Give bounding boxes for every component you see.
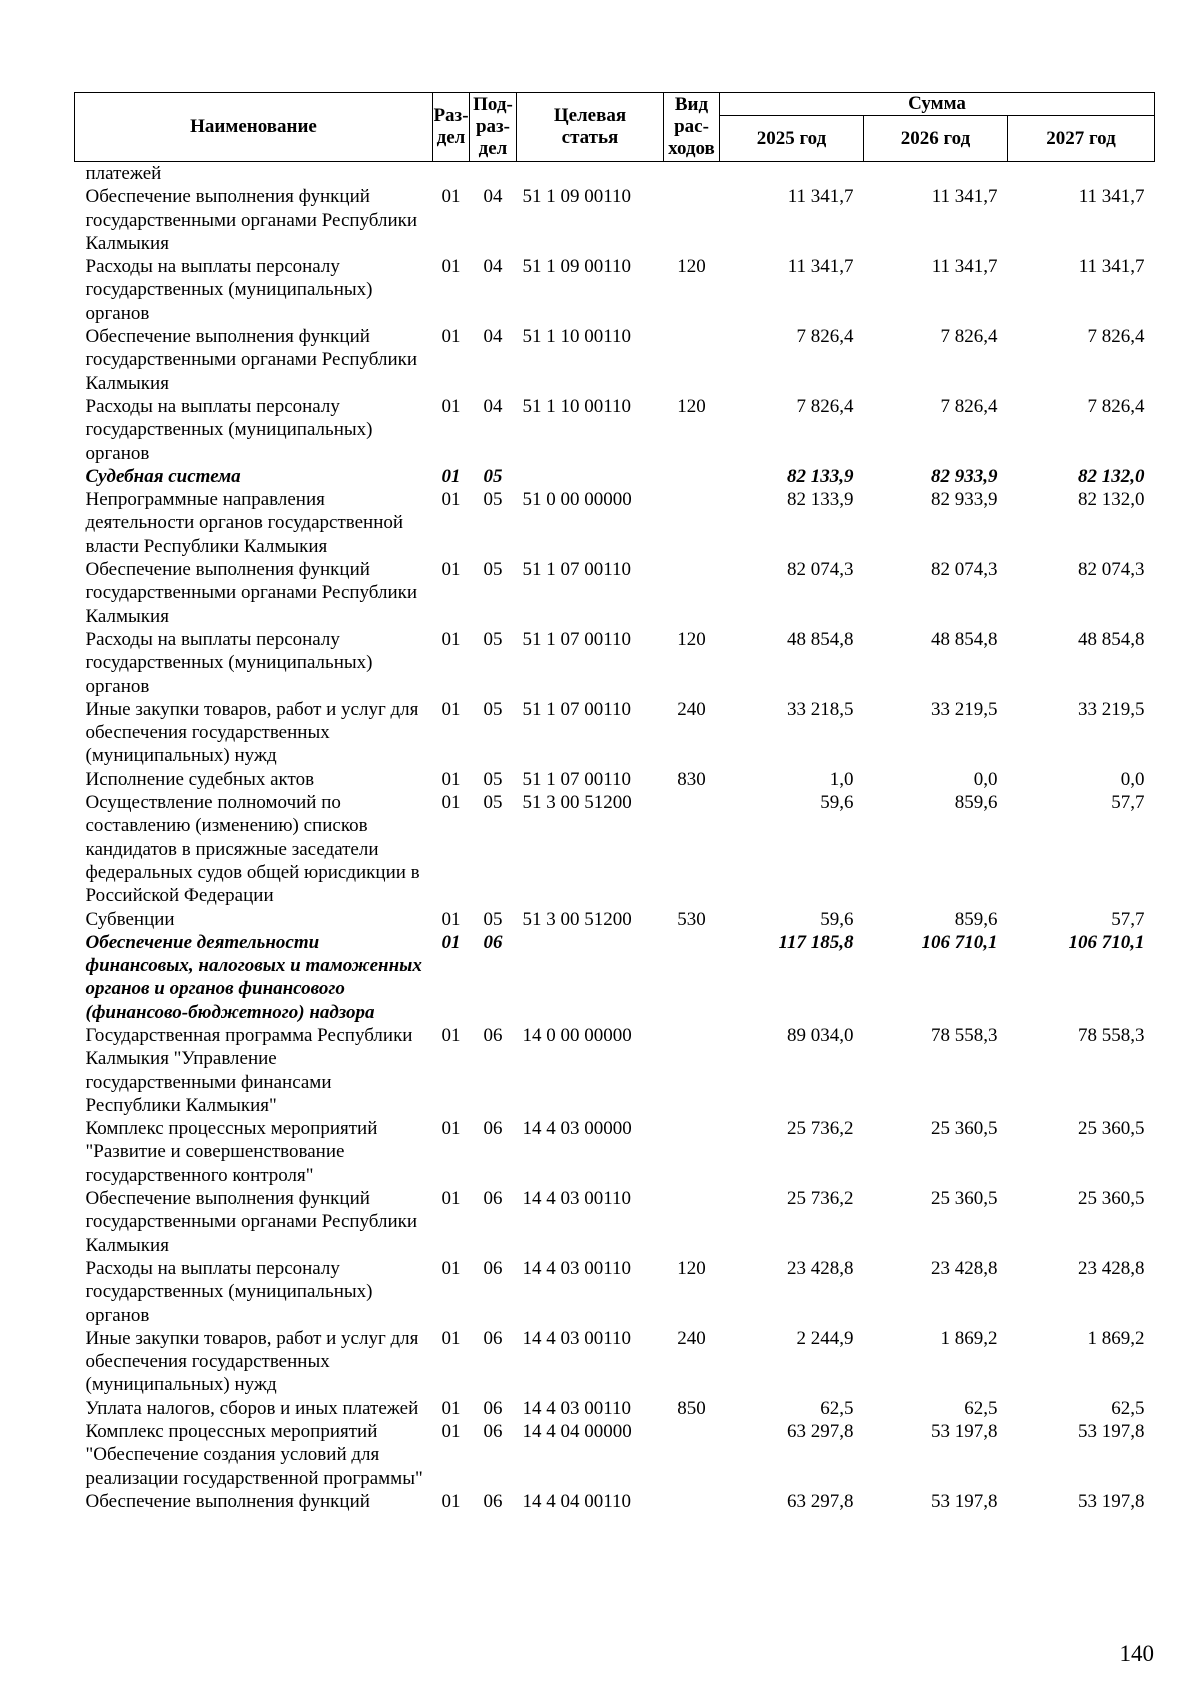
row-amount-2027: 53 197,8 <box>1078 1421 1145 1443</box>
row-podrazdel: 04 <box>483 256 503 278</box>
row-podrazdel: 06 <box>483 1118 503 1140</box>
row-amount-2026: 7 826,4 <box>940 395 998 417</box>
row-amount-2027: 62,5 <box>1111 1397 1145 1419</box>
row-amount-2025: 62,5 <box>820 1397 854 1419</box>
table-header <box>75 93 1155 162</box>
row-name: Расходы на выплаты персоналу государственных (муниципальных) органов <box>85 628 373 697</box>
row-target-article: 14 4 03 00110 <box>522 1327 632 1349</box>
row-expense-type: 240 <box>677 1327 706 1349</box>
row-razdel: 01 <box>441 256 461 278</box>
row-target-article: 14 4 03 00110 <box>522 1257 632 1279</box>
row-razdel: 01 <box>441 1397 461 1419</box>
row-razdel: 01 <box>441 326 461 348</box>
header-target: Целевая статья <box>517 93 664 162</box>
row-amount-2027: 0,0 <box>1120 768 1145 790</box>
row-podrazdel: 06 <box>483 1397 503 1419</box>
table-row <box>75 1187 1155 1257</box>
row-expense-type <box>664 162 720 186</box>
header-vid: Вид рас- ходов <box>664 93 720 162</box>
table-row <box>75 185 1155 255</box>
row-target-article: 14 4 03 00000 <box>522 1118 632 1140</box>
table-row <box>75 558 1155 628</box>
row-podrazdel: 04 <box>483 395 503 417</box>
row-expense-type <box>664 931 720 1024</box>
row-amount-2026: 859,6 <box>954 792 998 814</box>
row-amount-2027: 82 132,0 <box>1078 465 1145 487</box>
row-amount-2025: 25 736,2 <box>787 1188 854 1210</box>
row-expense-type: 120 <box>677 1257 706 1279</box>
row-razdel: 01 <box>441 395 461 417</box>
row-amount-2025: 63 297,8 <box>787 1490 854 1512</box>
row-podrazdel: 06 <box>483 1257 503 1279</box>
row-amount-2026: 23 428,8 <box>931 1257 998 1279</box>
row-podrazdel: 06 <box>483 1188 503 1210</box>
row-podrazdel: 05 <box>483 768 503 790</box>
row-podrazdel: 05 <box>483 698 503 720</box>
row-name: Расходы на выплаты персоналу государственных (муниципальных) органов <box>85 1257 373 1326</box>
row-target-article: 51 1 10 00110 <box>522 395 632 417</box>
row-expense-type: 530 <box>677 908 706 930</box>
row-razdel: 01 <box>441 1421 461 1443</box>
row-amount-2026: 53 197,8 <box>931 1421 998 1443</box>
row-podrazdel: 05 <box>483 559 503 581</box>
row-expense-type: 120 <box>677 395 706 417</box>
row-target-article: 51 1 07 00110 <box>522 628 632 650</box>
row-amount-2027: 23 428,8 <box>1078 1257 1145 1279</box>
row-expense-type: 850 <box>677 1397 706 1419</box>
budget-table <box>74 92 1155 1513</box>
row-expense-type <box>664 325 720 395</box>
row-name: Субвенции <box>85 908 175 930</box>
row-target-article: 51 3 00 51200 <box>522 792 632 814</box>
row-razdel: 01 <box>441 1327 461 1349</box>
row-amount-2026: 33 219,5 <box>931 698 998 720</box>
table-row <box>75 931 1155 1024</box>
row-podrazdel: 04 <box>483 186 503 208</box>
table-row <box>75 488 1155 558</box>
row-amount-2025 <box>720 162 864 186</box>
row-amount-2027: 11 341,7 <box>1078 256 1145 278</box>
header-summa: Сумма <box>720 93 1155 116</box>
table-row <box>75 395 1155 465</box>
row-amount-2027: 82 132,0 <box>1078 489 1145 511</box>
table-row <box>75 1327 1155 1397</box>
row-amount-2025: 11 341,7 <box>787 186 854 208</box>
row-amount-2026: 1 869,2 <box>940 1327 998 1349</box>
row-target-article: 14 0 00 00000 <box>522 1024 632 1046</box>
row-amount-2025: 23 428,8 <box>787 1257 854 1279</box>
row-amount-2025: 1,0 <box>829 768 854 790</box>
row-podrazdel: 05 <box>483 908 503 930</box>
row-target-article <box>517 162 664 186</box>
page-number: 140 <box>1119 1641 1154 1666</box>
row-amount-2026: 0,0 <box>973 768 998 790</box>
row-amount-2025: 89 034,0 <box>787 1024 854 1046</box>
table-row <box>75 628 1155 698</box>
row-amount-2025: 82 074,3 <box>787 559 854 581</box>
row-expense-type <box>664 488 720 558</box>
row-target-article: 51 1 07 00110 <box>522 768 632 790</box>
row-expense-type <box>664 1490 720 1513</box>
row-razdel: 01 <box>441 186 461 208</box>
row-amount-2025: 2 244,9 <box>796 1327 854 1349</box>
row-razdel: 01 <box>441 1188 461 1210</box>
table-row <box>75 768 1155 791</box>
row-expense-type <box>664 465 720 488</box>
row-amount-2026: 78 558,3 <box>931 1024 998 1046</box>
row-name: Иные закупки товаров, работ и услуг для обеспечения государственных (муниципальных) нужд <box>85 698 419 767</box>
row-amount-2026: 53 197,8 <box>931 1490 998 1512</box>
row-amount-2027: 7 826,4 <box>1087 326 1145 348</box>
row-razdel: 01 <box>441 559 461 581</box>
row-amount-2027: 33 219,5 <box>1078 698 1145 720</box>
row-amount-2025: 63 297,8 <box>787 1421 854 1443</box>
row-target-article: 51 1 07 00110 <box>522 559 632 581</box>
row-amount-2027: 25 360,5 <box>1078 1188 1145 1210</box>
row-expense-type: 240 <box>677 698 706 720</box>
header-year-2026: 2026 год <box>864 116 1008 162</box>
row-target-article: 51 1 10 00110 <box>522 326 632 348</box>
row-expense-type <box>664 1420 720 1490</box>
row-expense-type <box>664 1187 720 1257</box>
table-row <box>75 1024 1155 1117</box>
row-expense-type <box>664 1024 720 1117</box>
row-name: Государственная программа Республики Калмыкия "Управление государственными финансами Республики Калмыкия" <box>85 1024 413 1116</box>
row-amount-2026: 11 341,7 <box>931 186 998 208</box>
row-name: Расходы на выплаты персоналу государственных (муниципальных) органов <box>85 395 373 464</box>
table-row <box>75 698 1155 768</box>
row-amount-2027: 57,7 <box>1111 908 1145 930</box>
row-target-article: 51 1 07 00110 <box>522 698 632 720</box>
row-amount-2026: 25 360,5 <box>931 1118 998 1140</box>
table-row <box>75 908 1155 931</box>
row-target-article: 14 4 04 00110 <box>522 1490 632 1512</box>
table-body <box>75 162 1155 1514</box>
row-amount-2027: 57,7 <box>1111 792 1145 814</box>
row-name: Обеспечение выполнения функций государственными органами Республики Калмыкия <box>85 186 418 254</box>
row-name: Расходы на выплаты персоналу государственных (муниципальных) органов <box>85 256 373 324</box>
row-amount-2026: 82 074,3 <box>931 559 998 581</box>
row-podrazdel: 05 <box>483 792 503 814</box>
row-razdel: 01 <box>441 1118 461 1140</box>
row-razdel: 01 <box>441 792 461 814</box>
row-razdel: 01 <box>441 465 461 487</box>
table-row <box>75 1257 1155 1327</box>
row-amount-2025: 82 133,9 <box>787 465 854 487</box>
row-amount-2027: 1 869,2 <box>1087 1327 1145 1349</box>
row-amount-2025: 7 826,4 <box>796 395 854 417</box>
row-amount-2027: 82 074,3 <box>1078 559 1145 581</box>
row-razdel: 01 <box>441 628 461 650</box>
row-amount-2026: 25 360,5 <box>931 1188 998 1210</box>
row-target-article <box>517 931 664 1024</box>
row-target-article: 51 1 09 00110 <box>522 256 632 278</box>
row-name: Иные закупки товаров, работ и услуг для обеспечения государственных (муниципальных) нужд <box>85 1327 419 1396</box>
row-amount-2025: 7 826,4 <box>796 326 854 348</box>
row-target-article: 51 0 00 00000 <box>522 489 632 511</box>
row-podrazdel: 06 <box>483 1421 503 1443</box>
row-amount-2027: 25 360,5 <box>1078 1118 1145 1140</box>
row-name: Осуществление полномочий по составлению (изменению) списков кандидатов в присяжные заседатели федеральных судов общей юрисдикции в Российской Федерации <box>85 792 420 907</box>
header-podrazdel: Под- раз- дел <box>470 93 517 162</box>
table-row <box>75 162 1155 186</box>
row-name: Обеспечение выполнения функций государственными органами Республики Калмыкия <box>85 1188 418 1256</box>
row-target-article: 14 4 03 00110 <box>522 1188 632 1210</box>
table-row <box>75 325 1155 395</box>
row-amount-2026: 82 933,9 <box>931 489 998 511</box>
row-expense-type <box>664 558 720 628</box>
header-razdel: Раз- дел <box>433 93 470 162</box>
row-target-article: 14 4 03 00110 <box>522 1397 632 1419</box>
row-amount-2026: 7 826,4 <box>940 326 998 348</box>
row-target-article <box>517 465 664 488</box>
header-year-2025: 2025 год <box>720 116 864 162</box>
row-podrazdel: 06 <box>483 931 503 953</box>
row-amount-2025: 11 341,7 <box>787 256 854 278</box>
row-podrazdel: 06 <box>483 1024 503 1046</box>
row-name: Непрограммные направления деятельности органов государственной власти Республики Калмыкия <box>85 489 404 557</box>
row-razdel: 01 <box>441 1257 461 1279</box>
table-row <box>75 1397 1155 1420</box>
row-podrazdel: 06 <box>483 1490 503 1512</box>
table-row <box>75 465 1155 488</box>
row-name: Обеспечение выполнения функций государственными органами Республики Калмыкия <box>85 326 418 394</box>
row-amount-2027: 11 341,7 <box>1078 186 1145 208</box>
row-amount-2025: 25 736,2 <box>787 1118 854 1140</box>
table-row <box>75 791 1155 907</box>
row-amount-2025: 48 854,8 <box>787 628 854 650</box>
row-expense-type <box>664 1117 720 1187</box>
row-name: Обеспечение выполнения функций <box>85 1490 370 1512</box>
row-amount-2025: 82 133,9 <box>787 489 854 511</box>
row-name: Судебная система <box>85 465 241 487</box>
row-target-article: 51 3 00 51200 <box>522 908 632 930</box>
row-target-article: 14 4 04 00000 <box>522 1421 632 1443</box>
row-amount-2025: 33 218,5 <box>787 698 854 720</box>
row-razdel: 01 <box>441 1024 461 1046</box>
table-row <box>75 1420 1155 1490</box>
row-target-article: 51 1 09 00110 <box>522 186 632 208</box>
row-amount-2027: 7 826,4 <box>1087 395 1145 417</box>
row-podrazdel: 05 <box>483 489 503 511</box>
row-amount-2027: 106 710,1 <box>1068 931 1145 953</box>
row-razdel <box>433 162 470 186</box>
row-expense-type: 120 <box>677 256 706 278</box>
row-amount-2027: 48 854,8 <box>1078 628 1145 650</box>
row-amount-2027 <box>1008 162 1155 186</box>
row-amount-2026: 62,5 <box>964 1397 998 1419</box>
header-name: Наименование <box>75 93 433 162</box>
row-podrazdel: 04 <box>483 326 503 348</box>
row-name: Исполнение судебных актов <box>85 768 315 790</box>
row-podrazdel: 06 <box>483 1327 503 1349</box>
row-podrazdel: 05 <box>483 628 503 650</box>
budget-page <box>74 92 1154 1513</box>
row-amount-2026 <box>864 162 1008 186</box>
row-amount-2026: 11 341,7 <box>931 256 998 278</box>
row-amount-2027: 78 558,3 <box>1078 1024 1145 1046</box>
row-amount-2026: 82 933,9 <box>931 465 998 487</box>
row-razdel: 01 <box>441 768 461 790</box>
row-name: Комплекс процессных мероприятий "Развитие и совершенствование государственного контроля" <box>85 1118 378 1186</box>
row-amount-2026: 859,6 <box>954 908 998 930</box>
row-name: Обеспечение деятельности финансовых, налоговых и таможенных органов и органов финансового (финансово-бюджетного) надзора <box>85 931 422 1023</box>
row-razdel: 01 <box>441 1490 461 1512</box>
header-year-2027: 2027 год <box>1008 116 1155 162</box>
row-name: платежей <box>85 163 162 184</box>
row-expense-type <box>664 791 720 907</box>
table-row <box>75 1490 1155 1513</box>
row-expense-type: 830 <box>677 768 706 790</box>
row-podrazdel: 05 <box>483 465 503 487</box>
row-amount-2026: 48 854,8 <box>931 628 998 650</box>
row-name: Обеспечение выполнения функций государственными органами Республики Калмыкия <box>85 559 418 627</box>
table-row <box>75 255 1155 325</box>
row-razdel: 01 <box>441 698 461 720</box>
row-amount-2025: 59,6 <box>820 792 854 814</box>
table-row <box>75 1117 1155 1187</box>
row-podrazdel <box>470 162 517 186</box>
row-razdel: 01 <box>441 908 461 930</box>
row-amount-2025: 117 185,8 <box>778 931 854 953</box>
row-name: Комплекс процессных мероприятий "Обеспечение создания условий для реализации государственной программы" <box>85 1421 423 1489</box>
row-razdel: 01 <box>441 489 461 511</box>
row-name: Уплата налогов, сборов и иных платежей <box>85 1397 419 1419</box>
row-amount-2027: 53 197,8 <box>1078 1490 1145 1512</box>
row-amount-2026: 106 710,1 <box>921 931 998 953</box>
row-expense-type: 120 <box>677 628 706 650</box>
row-expense-type <box>664 185 720 255</box>
row-razdel: 01 <box>441 931 461 953</box>
row-amount-2025: 59,6 <box>820 908 854 930</box>
